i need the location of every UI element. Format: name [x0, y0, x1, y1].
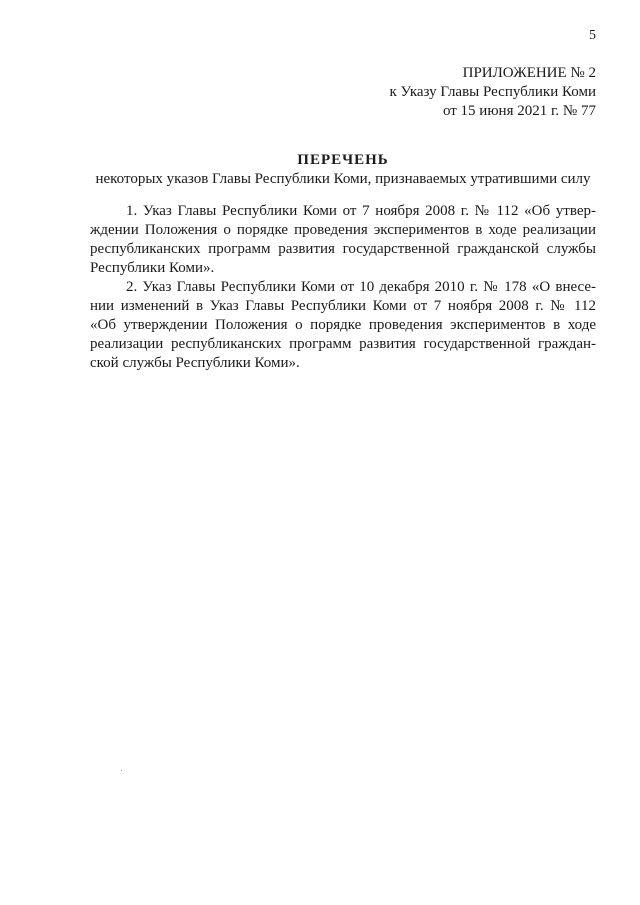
- list-title: ПЕРЕЧЕНЬ: [297, 152, 389, 168]
- scan-speck: [121, 770, 122, 771]
- list-item-line: 2. Указ Главы Республики Коми от 10 декабря 2010 г. № 178 «О внесе-: [126, 279, 596, 295]
- list-item: [90, 278, 596, 373]
- list-item-line: «Об утверждении Положения о порядке проведения экспериментов в ходе: [90, 317, 596, 333]
- appendix-decree-date: от 15 июня 2021 г. № 77: [442, 103, 596, 119]
- appendix-decree-ref: к Указу Главы Республики Коми: [389, 84, 596, 100]
- list-item-line: реализации республиканских программ развития государственной граждан-: [90, 336, 596, 352]
- list-item: [90, 202, 596, 278]
- list-item-line: нии изменений в Указ Главы Республики Коми от 7 ноября 2008 г. № 112: [90, 298, 596, 314]
- appendix-header: [389, 64, 596, 121]
- list-subtitle: некоторых указов Главы Республики Коми, признаваемых утратившими силу: [95, 171, 591, 187]
- decree-list: [90, 202, 596, 373]
- list-heading: [90, 150, 596, 189]
- list-item-line: 1. Указ Главы Республики Коми от 7 ноября 2008 г. № 112 «Об утвер-: [126, 203, 596, 219]
- page-number: 5: [589, 28, 596, 43]
- appendix-title: ПРИЛОЖЕНИЕ № 2: [462, 65, 596, 81]
- list-item-line: ской службы Республики Коми».: [90, 355, 300, 371]
- list-item-line: республиканских программ развития государственной гражданской службы: [90, 241, 596, 257]
- list-item-line: Республики Коми».: [90, 260, 215, 276]
- list-item-line: ждении Положения о порядке проведения экспериментов в ходе реализации: [90, 222, 596, 238]
